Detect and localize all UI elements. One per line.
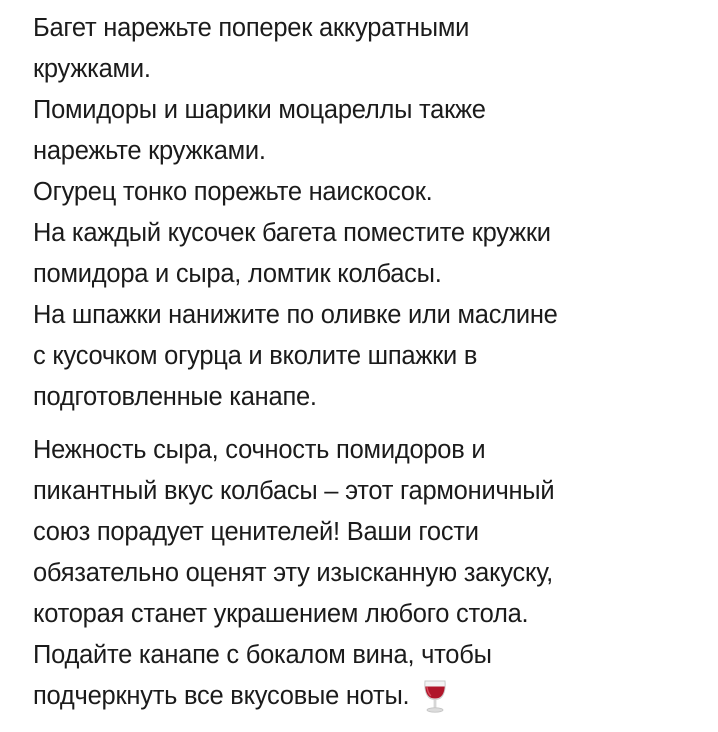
text-line: Багет нарежьте поперек аккуратными (33, 14, 470, 42)
text-line: Помидоры и шарики моцареллы также (33, 96, 486, 124)
text-line: подготовленные канапе. (33, 383, 317, 411)
text-line: кружками. (33, 55, 151, 83)
text-line-content: подчеркнуть все вкусовые ноты. (33, 682, 410, 710)
wine-glass-icon (421, 679, 449, 713)
text-line: с кусочком огурца и вколите шпажки в (33, 342, 478, 370)
text-line: помидора и сыра, ломтик колбасы. (33, 260, 442, 288)
instructions-paragraph (33, 8, 705, 418)
description-paragraph (33, 430, 705, 717)
text-line: нарежьте кружками. (33, 137, 266, 165)
text-line: которая станет украшением любого стола. (33, 600, 529, 628)
text-line: обязательно оценят эту изысканную закуску, (33, 559, 553, 587)
text-line: На шпажки нанижите по оливке или маслине (33, 301, 558, 329)
text-line: союз порадует ценителей! Ваши гости (33, 518, 479, 546)
text-line: Огурец тонко порежьте наискосок. (33, 178, 433, 206)
text-line: На каждый кусочек багета поместите кружки (33, 219, 551, 247)
text-line: Нежность сыра, сочность помидоров и (33, 436, 486, 464)
text-line: Подайте канапе с бокалом вина, чтобы (33, 641, 492, 669)
last-text-line (33, 676, 705, 717)
post-text (33, 8, 705, 717)
text-line: пикантный вкус колбасы – этот гармоничный (33, 477, 555, 505)
